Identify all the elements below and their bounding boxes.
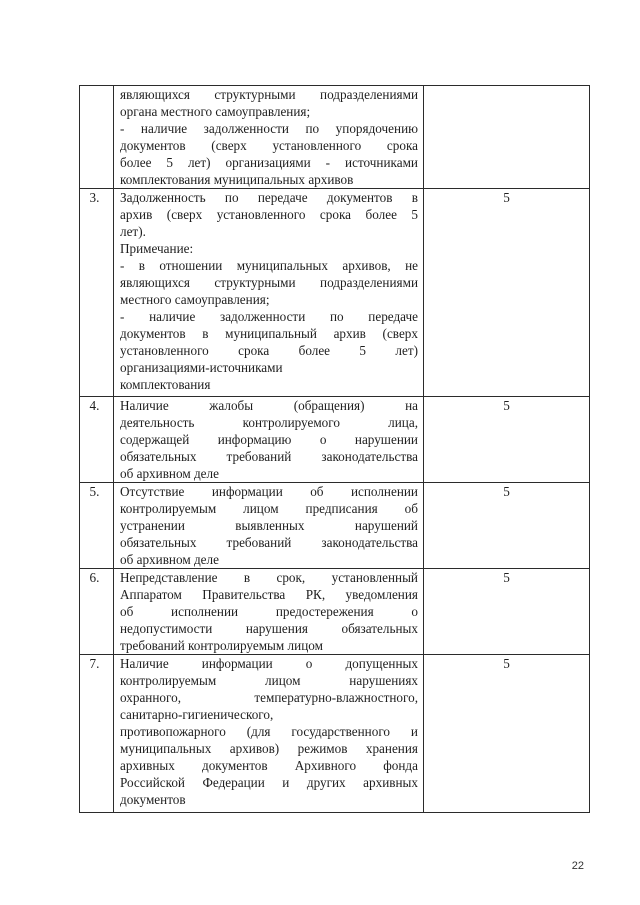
criterion-text-line: документов в муниципальный архив (сверх xyxy=(120,326,418,341)
score-cell xyxy=(424,569,590,655)
criterion-text-cell xyxy=(114,655,424,813)
criterion-text-line: Задолженность по передаче документов в xyxy=(120,190,418,205)
criterion-text-line: санитарно-гигиенического, xyxy=(120,707,274,722)
criterion-text-line: охранного, температурно-влажностного, xyxy=(120,690,418,705)
row-number-cell xyxy=(80,483,114,569)
criterion-text-line: установленного срока более 5 лет) xyxy=(120,343,418,358)
criterion-text-line: лет). xyxy=(120,224,146,239)
criterion-text-cell xyxy=(114,397,424,483)
score-cell xyxy=(424,189,590,397)
score-cell xyxy=(424,397,590,483)
page-number: 22 xyxy=(571,860,584,872)
criterion-text-line: Примечание: xyxy=(120,241,194,256)
criterion-text-cell xyxy=(114,189,424,397)
table-row xyxy=(80,483,590,569)
criterion-text-line: контролируемым лицом предписания об xyxy=(120,501,418,516)
criterion-text-line: Отсутствие информации об исполнении xyxy=(120,484,418,499)
criterion-text-line: являющихся структурными подразделениями xyxy=(120,275,418,290)
criterion-text-line: Наличие жалобы (обращения) на xyxy=(120,398,418,413)
criterion-text-line: об исполнении предостережения о xyxy=(120,604,418,619)
table-row xyxy=(80,397,590,483)
criterion-text-line: документов xyxy=(120,792,186,807)
criterion-text-line: обязательных требований законодательства xyxy=(120,449,418,464)
score-value: 5 xyxy=(503,570,510,585)
criterion-text-cell xyxy=(114,86,424,189)
score-value: 5 xyxy=(503,190,510,205)
criterion-text-line: документов (сверх установленного срока xyxy=(120,138,418,153)
criterion-text-line: Российской Федерации и других архивных xyxy=(120,775,418,790)
row-number-cell xyxy=(80,189,114,397)
row-number: 7. xyxy=(89,656,100,671)
criterion-text-line: недопустимости нарушения обязательных xyxy=(120,621,418,636)
criterion-text-line: комплектования xyxy=(120,377,211,392)
criterion-text-cell xyxy=(114,569,424,655)
criterion-text-line: местного самоуправления; xyxy=(120,292,270,307)
score-value: 5 xyxy=(503,398,510,413)
score-value: 5 xyxy=(503,656,510,671)
table-row xyxy=(80,189,590,397)
score-value: 5 xyxy=(503,484,510,499)
criterion-text-line: Непредставление в срок, установленный xyxy=(120,570,418,585)
row-number: 6. xyxy=(89,570,100,585)
criterion-text-line: архивных документов Архивного фонда xyxy=(120,758,418,773)
table-row xyxy=(80,569,590,655)
criterion-text-line: содержащей информацию о нарушении xyxy=(120,432,418,447)
criterion-text-line: - наличие задолженности по упорядочению xyxy=(120,121,418,136)
score-cell xyxy=(424,483,590,569)
criterion-text-line: противопожарного (для государственного и xyxy=(120,724,418,739)
criterion-text-line: Наличие информации о допущенных xyxy=(120,656,418,671)
criterion-text-line: более 5 лет) организациями - источниками xyxy=(120,155,418,170)
row-number-cell xyxy=(80,86,114,189)
criterion-text-line: контролируемым лицом нарушениях xyxy=(120,673,418,688)
row-number: 4. xyxy=(89,398,100,413)
criterion-text-line: деятельность контролируемого лица, xyxy=(120,415,418,430)
criteria-table xyxy=(79,85,590,813)
row-number-cell xyxy=(80,569,114,655)
score-cell xyxy=(424,86,590,189)
criterion-text-cell xyxy=(114,483,424,569)
criterion-text-line: об архивном деле xyxy=(120,466,219,481)
row-number: 5. xyxy=(89,484,100,499)
criterion-text-line: муниципальных архивов) режимов хранения xyxy=(120,741,418,756)
criterion-text-line: являющихся структурными подразделениями xyxy=(120,87,418,102)
criterion-text-line: об архивном деле xyxy=(120,552,219,567)
criterion-text-line: организациями-источниками xyxy=(120,360,283,375)
row-number-cell xyxy=(80,397,114,483)
criterion-text-line: комплектования муниципальных архивов xyxy=(120,172,354,187)
row-number-cell xyxy=(80,655,114,813)
criterion-text-line: - наличие задолженности по передаче xyxy=(120,309,418,324)
criterion-text-line: обязательных требований законодательства xyxy=(120,535,418,550)
criterion-text-line: Аппаратом Правительства РК, уведомления xyxy=(120,587,418,602)
criterion-text-line: - в отношении муниципальных архивов, не xyxy=(120,258,418,273)
criterion-text-line: требований контролируемым лицом xyxy=(120,638,323,653)
score-cell xyxy=(424,655,590,813)
criteria-table-body xyxy=(80,86,590,813)
criterion-text-line: устранении выявленных нарушений xyxy=(120,518,418,533)
criterion-text-line: органа местного самоуправления; xyxy=(120,104,311,119)
criterion-text-line: архив (сверх установленного срока более 5 xyxy=(120,207,418,222)
table-row xyxy=(80,655,590,813)
row-number: 3. xyxy=(89,190,100,205)
table-row xyxy=(80,86,590,189)
